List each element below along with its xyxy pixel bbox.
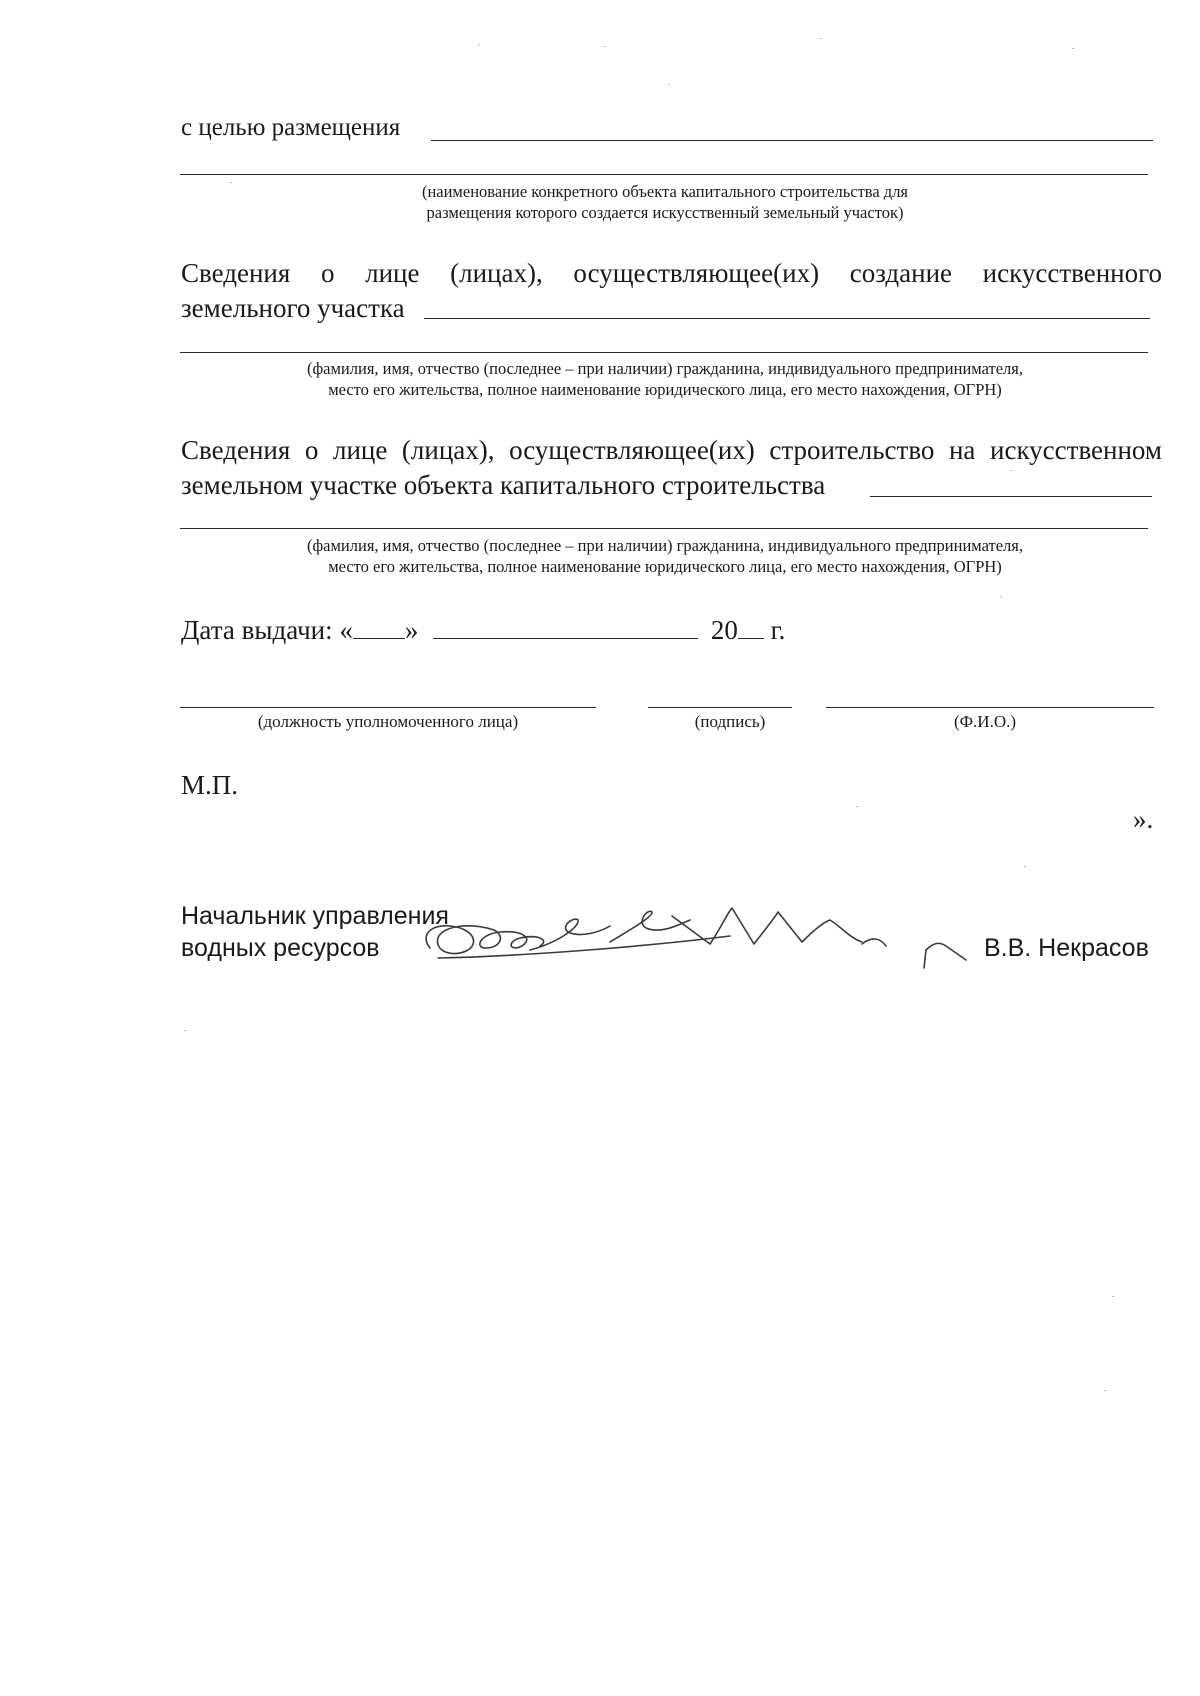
builder-caption-line2: место его жительства, полное наименование юридического лица, его место нахождения, ОГРН) [328,557,1002,576]
name-line [826,707,1154,708]
creator-line2: земельного участка [181,293,405,323]
scan-speck [668,84,670,85]
scan-speck [1112,1296,1114,1297]
scan-speck [1104,1390,1106,1391]
scan-speck [1000,596,1002,597]
signatory-title-line1: Начальник управления [181,902,449,930]
signature-caption: (подпись) [694,712,766,731]
scan-speck [1010,470,1012,471]
purpose-caption [280,181,1050,223]
issue-day-field[interactable] [353,616,405,639]
creator-second-line [180,352,1148,353]
issue-year-field[interactable] [738,616,764,639]
purpose-fill-line [431,140,1153,141]
scan-speck [856,806,858,807]
handwritten-signature [410,886,970,976]
scan-speck [1072,48,1074,49]
scan-speck [604,46,606,47]
builder-caption [160,535,1170,577]
name-caption: (Ф.И.О.) [953,712,1017,731]
builder-line1: Сведения о лице (лицах), осуществляющее(их) строительство на искусственном [181,435,1162,465]
signatory-title-line2: водных ресурсов [181,934,380,962]
signatory-title [181,900,449,964]
creator-caption-line1: (фамилия, имя, отчество (последнее – при наличии) гражданина, индивидуального предпринимателя, [306,359,1023,378]
purpose-second-line [180,174,1148,175]
purpose-caption-line2: размещения которого создается искусственный земельный участок) [426,203,904,222]
issue-year-prefix: 20 [710,615,738,645]
creator-line1: Сведения о лице (лицах), осуществляющее(их) создание искусственного [181,258,1162,288]
creator-fill-line [424,318,1150,319]
purpose-caption-line1: (наименование конкретного объекта капитального строительства для [421,182,909,201]
builder-second-line [180,528,1148,529]
closing-mark: ». [1133,804,1154,834]
issue-date-open-quote: « [339,615,353,645]
issue-year-suffix: г. [770,615,786,645]
signatory-name: В.В. Некрасов [984,934,1149,962]
scan-speck [230,182,232,183]
signature-line [648,707,792,708]
creator-caption-line2: место его жительства, полное наименование юридического лица, его место нахождения, ОГРН) [328,380,1002,399]
issue-date-close-quote: » [404,615,419,645]
scan-speck [1024,866,1026,867]
issue-date-row [181,613,785,648]
position-caption: (должность уполномоченного лица) [257,712,519,731]
builder-line2: земельном участке объекта капитального строительства [181,470,826,500]
builder-caption-line1: (фамилия, имя, отчество (последнее – при наличии) гражданина, индивидуального предпринимателя, [306,536,1023,555]
builder-fill-line [870,496,1152,497]
scan-speck [820,38,822,39]
scan-speck [184,1030,186,1031]
creator-caption [160,358,1170,400]
issue-month-field[interactable] [433,616,698,639]
issue-date-label: Дата выдачи: [181,615,333,645]
stamp-place: М.П. [181,770,239,800]
position-line [180,707,596,708]
scan-speck [478,44,480,45]
purpose-label: с целью размещения [181,114,401,141]
